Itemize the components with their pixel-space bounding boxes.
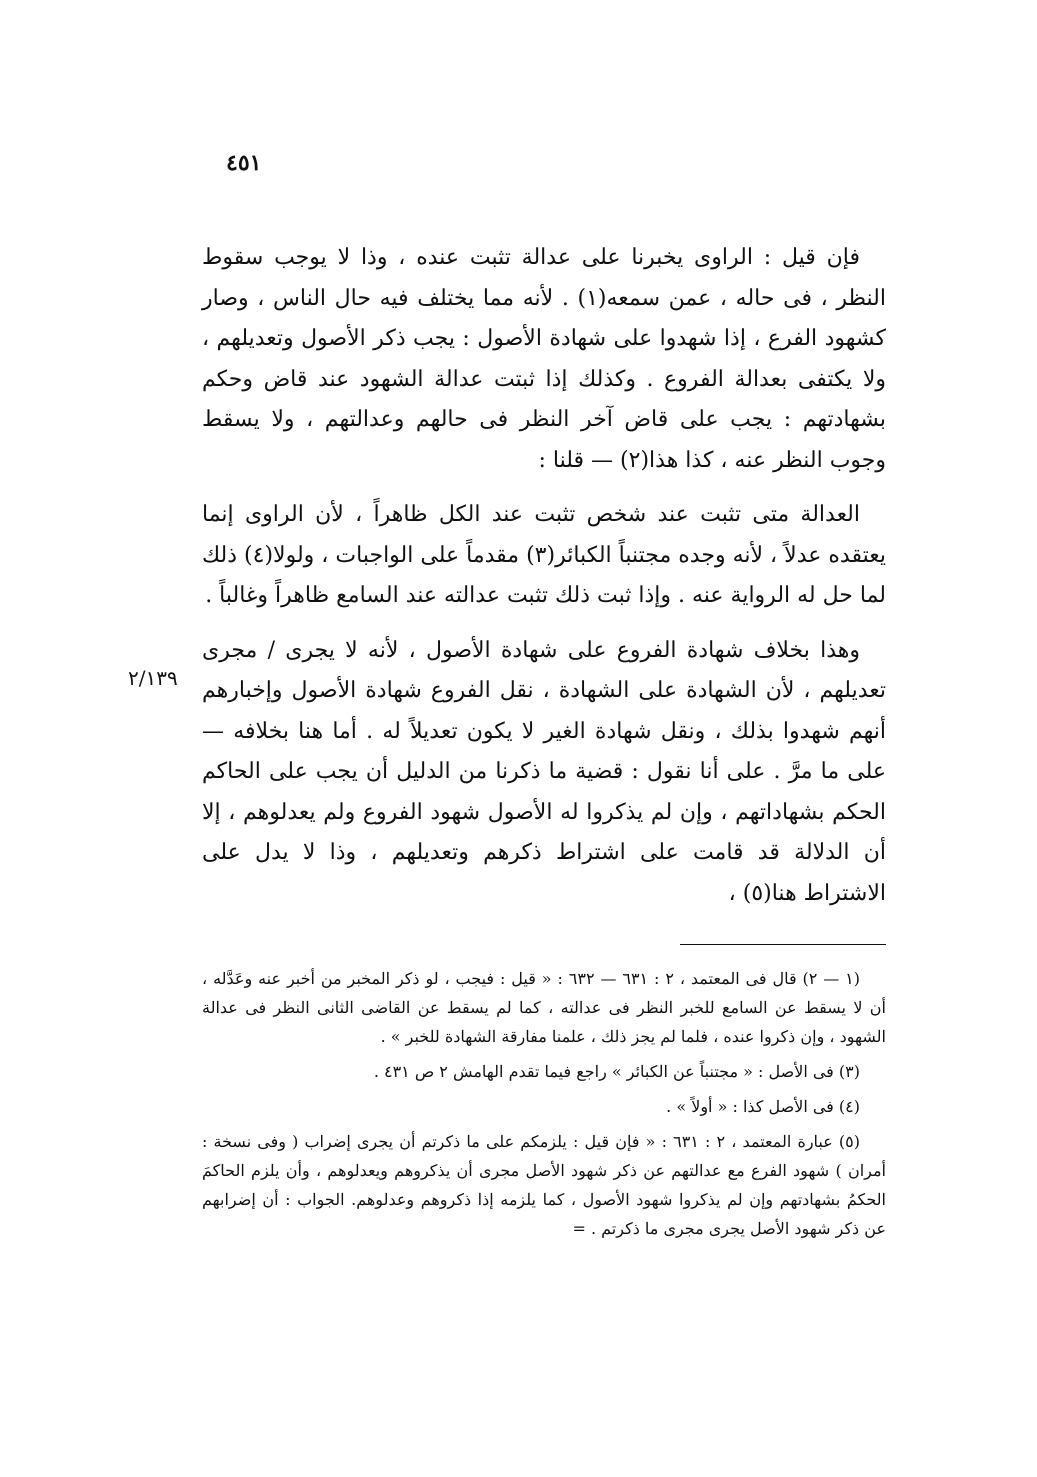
margin-reference: ٢/١٣٩ xyxy=(128,666,178,690)
footnote: (٣) فى الأصل : « مجتنباً عن الكبائر » راجع فيما تقدم الهامش ٢ ص ٤٣١ . xyxy=(373,1062,860,1081)
page-number: ٤٥١ xyxy=(226,150,262,176)
paragraph: العدالة متى تثبت عند شخص تثبت عند الكل ظاهراً ، لأن الراوى إنما يعتقده عدلاً ، لأنه وجده مجتنباً الكبائر(٣) مقدماً على الواجبات ، ولولا(٤) ذلك لما حل له الرواية عنه . وإذا ثبت ذلك تثبت عدالته عند السامع ظاهراً وغالباً . xyxy=(202,502,886,608)
footnote: (١ — ٢) قال فى المعتمد ، ٢ : ٦٣١ — ٦٣٢ : « قيل : فيجب ، لو ذكر المخبر من أخبر عنه وعَدَّله ، أن لا يسقط عن السامع للخبر النظر فى عدالته ، كما لم يسقط عن القاضى الثانى النظر فى عدالة الشهود ، وإن ذكروا عنده ، فلما لم يجز ذلك ، علمنا مفارقة الشهادة للخبر » . xyxy=(202,969,886,1046)
footnote: (٤) فى الأصل كذا : « أولاً » . xyxy=(666,1097,860,1116)
footnote: (٥) عبارة المعتمد ، ٢ : ٦٣١ : « فإن قيل : يلزمكم على ما ذكرتم أن يجرى إضراب ( وفى نسخة : أمران ) شهود الفرع مع عدالتهم عن ذكر شهود الأصل مجرى أن يذكروهم ويعدلوهم ، وأن يلزم الحاكمَ الحكمُ بشهادتهم وإن لم يذكروا شهود الأصول ، كما يلزمه إذا ذكروهم وعدلوهم. الجواب : أن إضرابهم عن ذكر شهود الأصل يجرى مجرى ما ذكرتم . = xyxy=(202,1132,886,1238)
paragraph: وهذا بخلاف شهادة الفروع على شهادة الأصول ، لأنه لا يجرى / مجرى تعديلهم ، لأن الشهادة على الشهادة ، نقل الفروع شهادة الأصول وإخبارهم أنهم شهدوا بذلك ، ونقل شهادة الغير لا يكون تعديلاً له . أما هنا بخلافه — على ما مرَّ . على أنا نقول : قضية ما ذكرنا من الدليل أن يجب على الحاكم الحكم بشهاداتهم ، وإن لم يذكروا له الأصول شهود الفروع ولم يعدلوهم ، إلا أن الدلالة قد قامت على اشتراط ذكرهم وتعديلهم ، وذا لا يدل على الاشتراط هنا(٥) ، xyxy=(202,637,886,906)
paragraph: فإن قيل : الراوى يخبرنا على عدالة تثبت عنده ، وذا لا يوجب سقوط النظر ، فى حاله ، عمن سمعه(١) . لأنه مما يختلف فيه حال الناس ، وصار كشهود الفرع ، إذا شهدوا على شهادة الأصول : يجب ذكر الأصول وتعديلهم ، ولا يكتفى بعدالة الفروع . وكذلك إذا ثبتت عدالة الشهود عند قاض وحكم بشهادتهم : يجب على قاض آخر النظر فى حالهم وعدالتهم ، ولا يسقط وجوب النظر عنه ، كذا هذا(٢) — قلنا : xyxy=(202,245,886,473)
footnote-divider xyxy=(680,944,886,945)
main-text xyxy=(202,238,886,914)
footnotes xyxy=(202,964,886,1243)
